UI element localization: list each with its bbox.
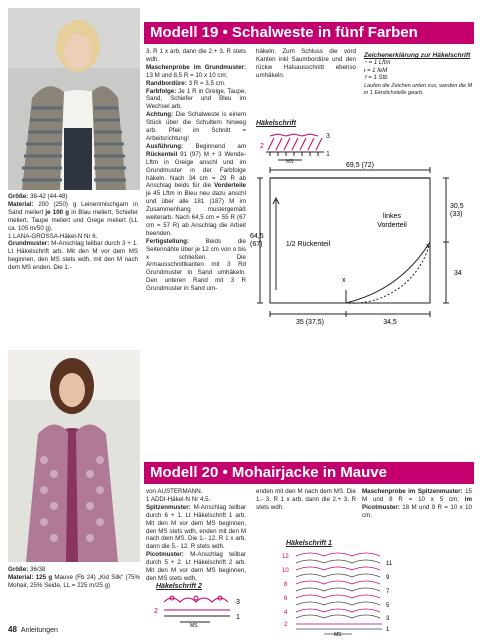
svg-text:9: 9 xyxy=(386,575,390,581)
model-19-chart-label: Häkelschrift xyxy=(256,120,297,127)
sc-symbol-icon: ᵻ xyxy=(364,67,366,74)
svg-text:3: 3 xyxy=(386,616,390,622)
svg-text:1: 1 xyxy=(236,614,240,621)
model-20-photo xyxy=(8,350,140,562)
svg-text:2: 2 xyxy=(154,608,158,615)
svg-text:2: 2 xyxy=(260,143,264,150)
legend-title: Zeichenerklärung zur Häkelschrift xyxy=(364,52,471,59)
crochet-chart-1 xyxy=(282,550,410,636)
chain-symbol-icon: ⁃ xyxy=(364,60,367,66)
legend-sc: ᵻ = 1 feM xyxy=(364,67,388,74)
legend-note: Laufen die Zeichen unten zus, werden die M in 1 Einstichstelle gearb. xyxy=(364,82,473,96)
svg-text:Vorderteil: Vorderteil xyxy=(377,222,407,229)
svg-text:7: 7 xyxy=(386,589,390,595)
model-20-col3: enden mit den M nach dem MS. Die 1.- 3. R 1 x arb, dann die 2.+ 3. R stets wdh. xyxy=(256,488,356,511)
svg-text:1/2 Rückenteil: 1/2 Rückenteil xyxy=(285,241,331,248)
svg-text:35 (37,5): 35 (37,5) xyxy=(295,319,325,326)
svg-text:10: 10 xyxy=(282,568,289,574)
model-20-col2: von AUSTERMANN. 1 ADDI-Häkel-N Nr 4,5. Spitzenmuster: M-Anschlag teilbar durch 6 + 1. Lt Häkelschrift 1 arb. Mit den M vor dem MS beginnen, den MS stets wdh, enden mit den M nach dem MS. Die 1.- 12. R 1 x arb, dann die 5.- 12. R stets wdh. Picotmuster: M-Anschlag teilbar durch 5 + 2. Lt Häkelschrift 2 arb. Mit den M vor dem MS beginnen, den MS stets wdh, xyxy=(146,488,246,582)
page-number: 48 xyxy=(8,625,17,634)
svg-text:linkes: linkes xyxy=(383,213,401,220)
svg-text:1: 1 xyxy=(326,151,330,158)
model-19-crochet-chart xyxy=(258,130,338,164)
svg-text:(67): (67) xyxy=(250,241,263,248)
svg-text:2: 2 xyxy=(284,622,288,628)
svg-text:30,5: 30,5 xyxy=(450,203,464,210)
crochet-chart-2 xyxy=(150,592,250,628)
legend-chain: ⁃ = 1 Lftm xyxy=(364,60,391,66)
chart-2-label: Häkelschrift 2 xyxy=(156,583,202,590)
model-20-col1: Größe: 36/38 Material: 125 g Mauve (Fb 24) „Kid Silk“ (75% Mohair, 25% Seide, LL = 225 m/25 g) xyxy=(8,566,140,589)
svg-text:11: 11 xyxy=(386,561,393,567)
svg-text:8: 8 xyxy=(284,582,288,588)
svg-text:3: 3 xyxy=(326,133,330,140)
legend xyxy=(364,52,474,96)
svg-text:64,5: 64,5 xyxy=(250,233,264,240)
svg-text:x: x xyxy=(426,243,430,250)
model-19-photo xyxy=(8,8,140,190)
svg-text:6: 6 xyxy=(284,596,288,602)
svg-text:69,5 (72): 69,5 (72) xyxy=(345,162,375,169)
model-20-col4: Maschenprobe im Spitzenmuster: 15 M und 8 R = 10 x 5 cm; im Picotmuster: 18 M und 9 R = 10 x 10 cm. xyxy=(362,488,472,519)
svg-text:(33): (33) xyxy=(450,211,463,218)
model-19-col2: 3. R 1 x arb, dann die 2.+ 3. R stets wdh. Maschenprobe im Grundmuster: 13 M und 8,5 R = 10 x 10 cm; Randbordüre: 3 R = 3,5 cm. Farbfolge: Je 1 R in Greige, Taupe, Sand, Schiefer und Bleu im Wechsel arb. Achtung: Die Schalweste is einem Stück über die Schultern hinweg arb. Pfeil im Schnitt = Arbeitsrichtung! Ausführung: Beginnend am Rückenteil 91 (97) M + 3 Wende-Lftm in Greige anschl und im Grundmuster in der Farbfolge häkeln. Nach 34 cm = 29 R ab Anschlag beids für die Vorderteile je 45 Lftm in Bleu neu dazu anschl und über alle 181 (187) M im Zusammenhang mustergemäß weiterarb. Nach 64,5 cm = 55 R (67 cm = 57 R) ab Anschlag die Arbeit beenden. Fertigstellung: Beids die Seitennähte über je 12 cm von o bis x schließen. Die Armausschnittkanten mit 3 Rd Grundmuster in Sand umhäkeln. Den unteren Rand mit 3 R Grundmuster in Sand um- xyxy=(146,48,246,293)
svg-text:34,5: 34,5 xyxy=(383,319,397,326)
model-20-title: Modell 20 • Mohairjacke in Mauve xyxy=(144,462,474,484)
page-footer xyxy=(8,625,58,634)
svg-text:1: 1 xyxy=(386,627,390,633)
dc-symbol-icon: ⫯ xyxy=(364,75,367,82)
model-19-schematic xyxy=(250,160,478,330)
svg-text:3: 3 xyxy=(236,599,240,606)
svg-text:12: 12 xyxy=(282,554,289,560)
legend-dc: ⫯ = 1 Stb xyxy=(364,75,388,82)
model-19-col3: häkeln. Zum Schluss die vord Kanten inkl Saumbordüre und den rückw Halsausschnitt ebenso umhäkeln. xyxy=(256,48,356,79)
svg-text:x: x xyxy=(342,277,346,284)
chart-1-label: Häkelschrift 1 xyxy=(286,540,332,547)
svg-text:5: 5 xyxy=(386,603,390,609)
model-19-col1: Größe: 38-42 (44-48) Material: 200 (250) g Leinenmischgarn in Sand meliert je 100 g in Blau meliert, Schiefer meliert, Taupe meliert und Grege meliert (LL ca. 105 m/50 g). 1 LANA-GROSSA-Häkel-N Nr 6. Grundmuster: M-Anschlag teilbar durch 3 + 1. Lt Häkelschrift arb. Mit den M vor dem MS beginnen, den MS stets wdh, mit den M nach dem MS enden. Die 1.- xyxy=(8,193,139,272)
svg-text:34: 34 xyxy=(454,270,462,277)
svg-text:4: 4 xyxy=(284,610,288,616)
svg-text:MS: MS xyxy=(286,159,294,164)
model-19-title: Modell 19 • Schalweste in fünf Farben xyxy=(144,22,474,44)
svg-text:MS: MS xyxy=(190,623,198,628)
section-label: Anleitungen xyxy=(20,627,58,634)
svg-text:MS: MS xyxy=(334,632,342,636)
